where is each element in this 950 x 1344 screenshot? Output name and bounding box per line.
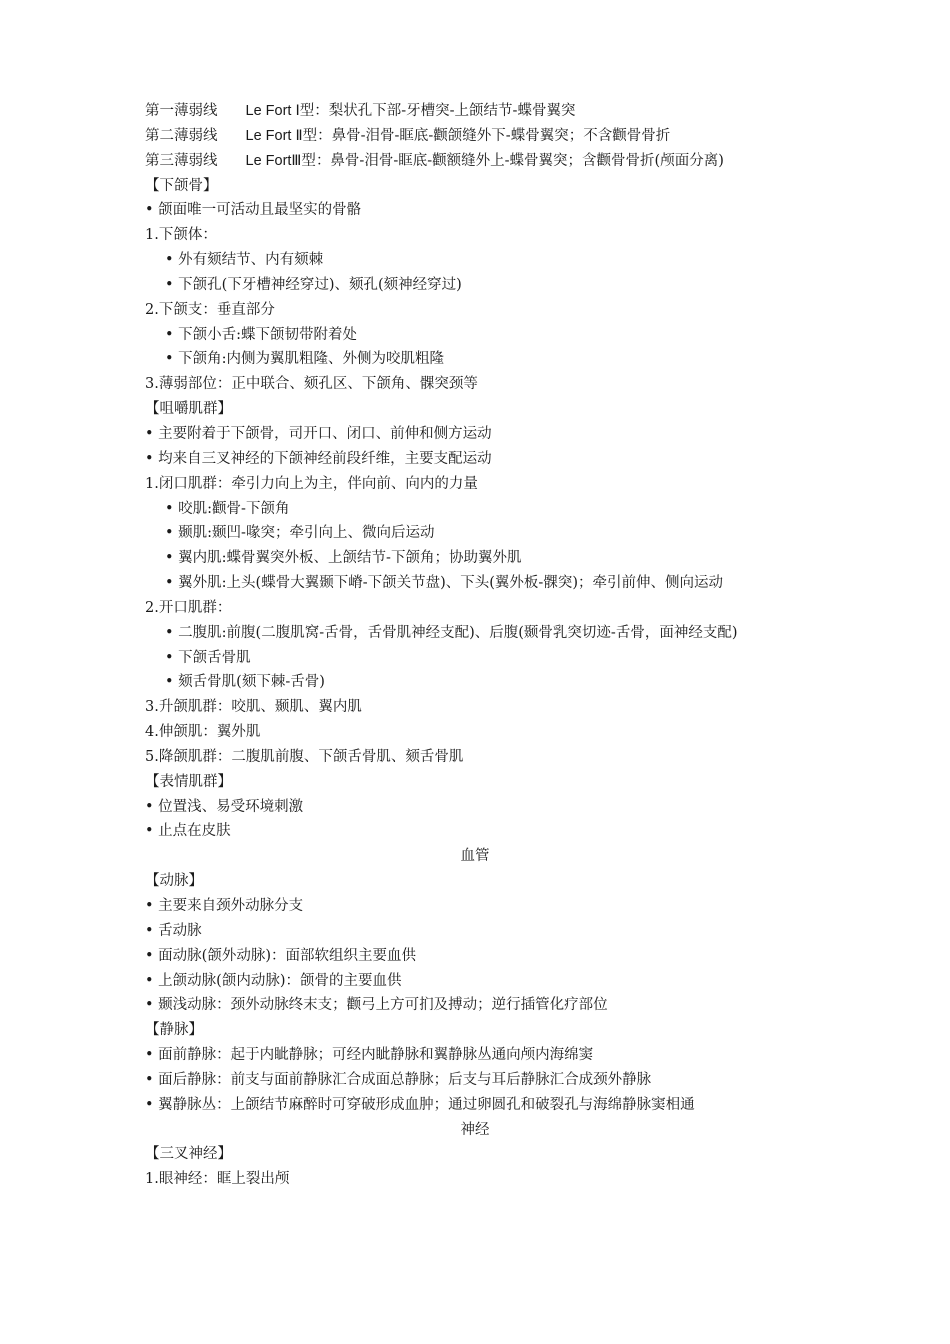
text-line: • 下颌角:内侧为翼肌粗隆、外侧为咬肌粗隆	[165, 351, 445, 368]
text-line: 1.眼神经：眶上裂出颅	[145, 1171, 290, 1188]
text-line: • 上颌动脉(颌内动脉)：颌骨的主要血供	[145, 972, 402, 989]
text-line: • 均来自三叉神经的下颌神经前段纤维，主要支配运动	[145, 450, 492, 467]
lefort-line-3	[145, 149, 825, 174]
text-line: • 止点在皮肤	[145, 823, 231, 840]
lefort-label: 第三薄弱线	[145, 152, 218, 169]
section-heading: 血管	[460, 848, 490, 865]
text-line: 2.开口肌群：	[145, 599, 232, 616]
document-body	[145, 99, 825, 1192]
text-line: • 面动脉(颌外动脉)：面部软组织主要血供	[145, 947, 416, 964]
text-line: • 翼静脉丛：上颌结节麻醉时可穿破形成血肿；通过卵圆孔和破裂孔与海绵静脉窦相通	[145, 1096, 695, 1113]
text-line: 3.升颌肌群：咬肌、颞肌、翼内肌	[145, 699, 362, 716]
text-line: 2.下颌支：垂直部分	[145, 301, 275, 318]
text-line: • 位置浅、易受环境刺激	[145, 798, 304, 815]
text-line: 5.降颌肌群：二腹肌前腹、下颌舌骨肌、颏舌骨肌	[145, 748, 464, 765]
lefort-line-2	[145, 124, 825, 149]
text-line: 【下颌骨】	[145, 177, 218, 194]
text-line: • 颞浅动脉：颈外动脉终末支；颧弓上方可扪及搏动；逆行插管化疗部位	[145, 997, 608, 1014]
text-line: • 颏舌骨肌(颏下棘-舌骨)	[165, 674, 325, 691]
lefort-line-1	[145, 99, 825, 124]
text-line: • 面前静脉：起于内眦静脉；可经内眦静脉和翼静脉丛通向颅内海绵窦	[145, 1047, 594, 1064]
text-line: 【动脉】	[145, 873, 203, 890]
lefort-label: 第二薄弱线	[145, 127, 218, 144]
text-line: 3.薄弱部位：正中联合、颏孔区、下颌角、髁突颈等	[145, 376, 478, 393]
lefort-label: 第一薄弱线	[145, 103, 218, 119]
text-line: 1.下颌体：	[145, 227, 217, 244]
text-line: • 下颌小舌:蝶下颌韧带附着处	[165, 326, 358, 343]
text-line: 4.伸颌肌：翼外肌	[145, 724, 261, 741]
text-line: • 颌面唯一可活动且最坚实的骨骼	[145, 202, 362, 219]
text-line: • 二腹肌:前腹(二腹肌窝-舌骨，舌骨肌神经支配)、后腹(颞骨乳突切迹-舌骨，面神经支配)	[165, 624, 738, 641]
text-line: 【咀嚼肌群】	[145, 401, 232, 418]
lefort-desc: ：鼻骨-泪骨-眶底-颧颌缝外下-蝶骨翼突；不含颧骨骨折	[317, 127, 671, 144]
text-line: • 咬肌:颧骨-下颌角	[165, 500, 290, 517]
text-line: 【三叉神经】	[145, 1146, 232, 1163]
text-line: • 颞肌:颞凹-喙突；牵引向上、微向后运动	[165, 525, 435, 542]
text-line: • 外有颏结节、内有颏棘	[165, 252, 324, 269]
text-line: • 主要来自颈外动脉分支	[145, 898, 304, 914]
text-line: 【表情肌群】	[145, 773, 232, 790]
text-line: 【静脉】	[145, 1022, 203, 1039]
text-line: • 翼外肌:上头(蝶骨大翼颞下嵴-下颌关节盘)、下头(翼外板-髁突)；牵引前伸、侧向运动	[165, 575, 723, 592]
lefort-desc: ：梨状孔下部-牙槽突-上颌结节-蝶骨翼突	[314, 103, 576, 119]
text-line: • 翼内肌:蝶骨翼突外板、上颌结节-下颌角；协助翼外肌	[165, 550, 522, 567]
lefort-type: Le Fort Ⅱ型	[245, 127, 318, 144]
lefort-desc: ：鼻骨-泪骨-眶底-颧额缝外上-蝶骨翼突；含颧骨骨折(颅面分离)	[315, 152, 724, 169]
text-line: 1.闭口肌群：牵引力向上为主，伴向前、向内的力量	[145, 475, 478, 492]
text-line: • 舌动脉	[145, 922, 202, 939]
text-line: • 面后静脉：前支与面前静脉汇合成面总静脉；后支与耳后静脉汇合成颈外静脉	[145, 1071, 652, 1088]
text-line: • 主要附着于下颌骨，司开口、闭口、前伸和侧方运动	[145, 425, 492, 442]
section-heading: 神经	[460, 1121, 490, 1138]
text-line: • 下颌孔(下牙槽神经穿过)、颏孔(颏神经穿过)	[165, 276, 462, 293]
lefort-type: Le Fort Ⅰ型	[245, 103, 315, 119]
text-line: • 下颌舌骨肌	[165, 649, 251, 666]
lefort-type: Le FortⅢ型	[245, 152, 316, 169]
